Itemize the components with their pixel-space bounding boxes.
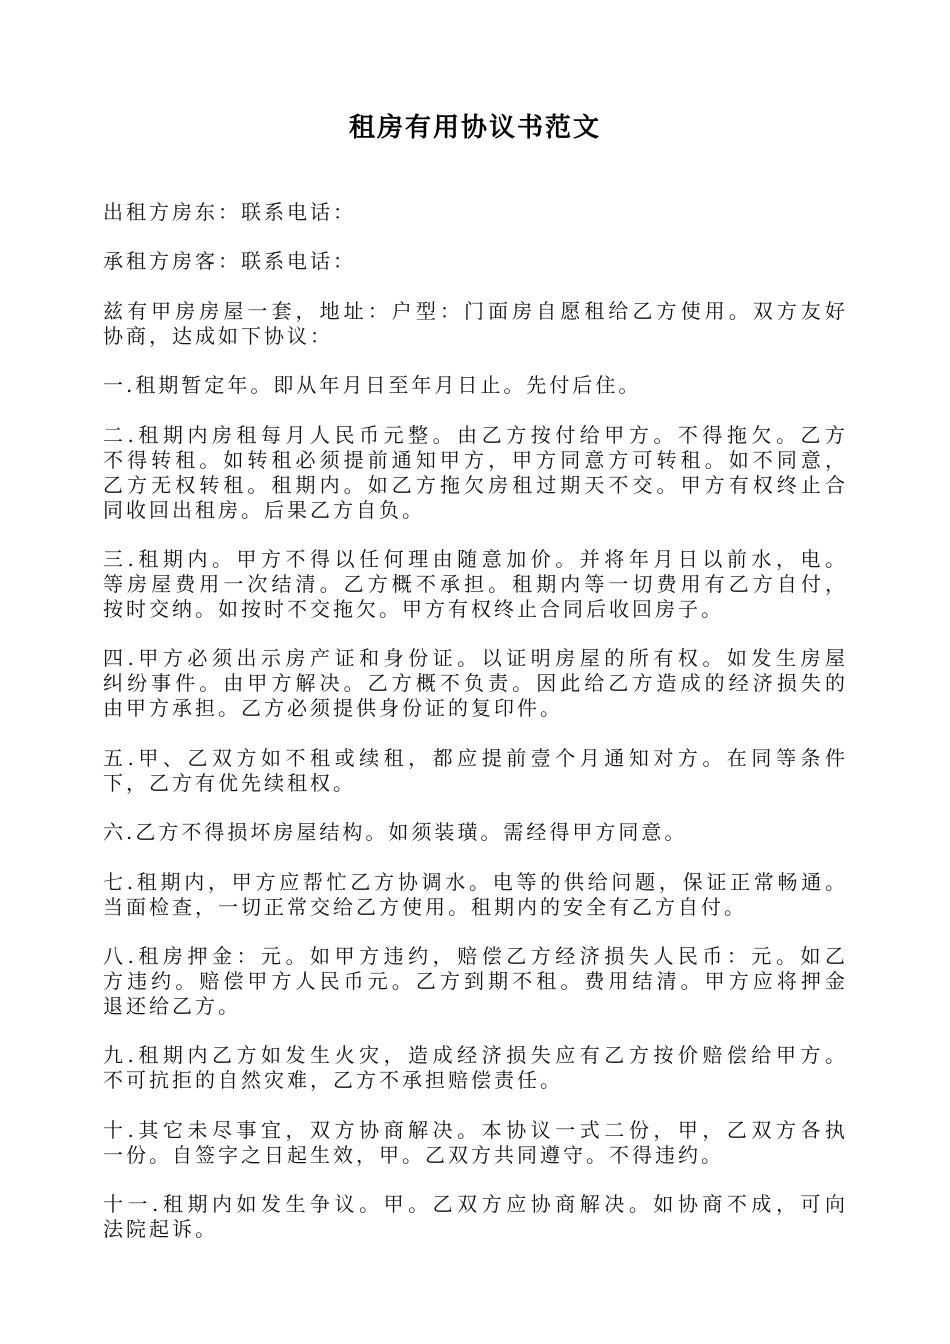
text-line: 五.甲、乙双方如不租或续租，都应提前壹个月通知对方。在同等条件 [103, 745, 848, 770]
clause-3-price-and-fees [103, 547, 848, 622]
text-line: 一.租期暂定年。即从年月日至年月日止。先付后住。 [103, 373, 642, 398]
document-title: 租房有用协议书范文 [348, 113, 601, 143]
text-line: 协商，达成如下协议： [103, 323, 333, 348]
clause-11-disputes [103, 1192, 848, 1242]
text-line: 由甲方承担。乙方必须提供身份证的复印件。 [103, 696, 563, 721]
text-line: 四.甲方必须出示房产证和身份证。以证明房屋的所有权。如发生房屋 [103, 646, 848, 671]
text-line: 法院起诉。 [103, 1217, 218, 1242]
text-line: 十.其它未尽事宜，双方协商解决。本协议一式二份，甲，乙双方各执 [103, 1117, 848, 1142]
text-line: 不可抗拒的自然灾难，乙方不承担赔偿责任。 [103, 1068, 563, 1093]
clause-7-utilities [103, 870, 848, 920]
clause-1-lease-term [103, 373, 848, 398]
text-line: 不得转租。如转租必须提前通知甲方，甲方同意方可转租。如不同意， [103, 447, 848, 472]
text-line: 二.租期内房租每月人民币元整。由乙方按付给甲方。不得拖欠。乙方 [103, 422, 848, 447]
text-line: 按时交纳。如按时不交拖欠。甲方有权终止合同后收回房子。 [103, 596, 724, 621]
text-line: 七.租期内，甲方应帮忙乙方协调水。电等的供给问题，保证正常畅通。 [103, 869, 848, 894]
text-line: 乙方无权转租。租期内。如乙方拖欠房租过期天不交。甲方有权终止合 [103, 472, 848, 497]
text-line: 方违约。赔偿甲方人民币元。乙方到期不租。费用结清。甲方应将押金 [103, 968, 848, 993]
text-line: 等房屋费用一次结清。乙方概不承担。租期内等一切费用有乙方自付， [103, 571, 848, 596]
text-line: 承租方房客：联系电话： [103, 249, 356, 274]
text-line: 兹有甲房房屋一套，地址：户型：门面房自愿租给乙方使用。双方友好 [103, 298, 848, 323]
text-line: 同收回出租房。后果乙方自负。 [103, 497, 425, 522]
text-line: 下，乙方有优先续租权。 [103, 770, 356, 795]
text-line: 出租方房东：联系电话： [103, 200, 356, 224]
text-line: 一份。自签字之日起生效，甲。乙双方共同遵守。不得违约。 [103, 1142, 724, 1167]
text-line: 当面检查，一切正常交给乙方使用。租期内的安全有乙方自付。 [103, 894, 747, 919]
intro-paragraph [103, 299, 848, 349]
clause-8-deposit [103, 944, 848, 1019]
text-line: 退还给乙方。 [103, 993, 241, 1018]
text-line: 六.乙方不得损坏房屋结构。如须装璜。需经得甲方同意。 [103, 820, 688, 845]
clause-6-structure [103, 820, 848, 845]
text-line: 三.租期内。甲方不得以任何理由随意加价。并将年月日以前水，电。 [103, 546, 848, 571]
clause-2-rent [103, 423, 848, 523]
clause-10-other-matters [103, 1118, 848, 1168]
clause-5-renewal [103, 746, 848, 796]
text-line: 十一.租期内如发生争议。甲。乙双方应协商解决。如协商不成，可向 [103, 1192, 848, 1217]
text-line: 九.租期内乙方如发生火灾，造成经济损失应有乙方按价赔偿给甲方。 [103, 1043, 848, 1068]
text-line: 八.租房押金：元。如甲方违约，赔偿乙方经济损失人民币：元。如乙 [103, 943, 848, 968]
clause-9-fire [103, 1043, 848, 1093]
clause-4-ownership [103, 646, 848, 721]
lessee-info [103, 249, 848, 274]
lessor-info [103, 200, 848, 225]
document-body [103, 200, 848, 1266]
text-line: 纠纷事件。由甲方解决。乙方概不负责。因此给乙方造成的经济损失的 [103, 671, 848, 696]
